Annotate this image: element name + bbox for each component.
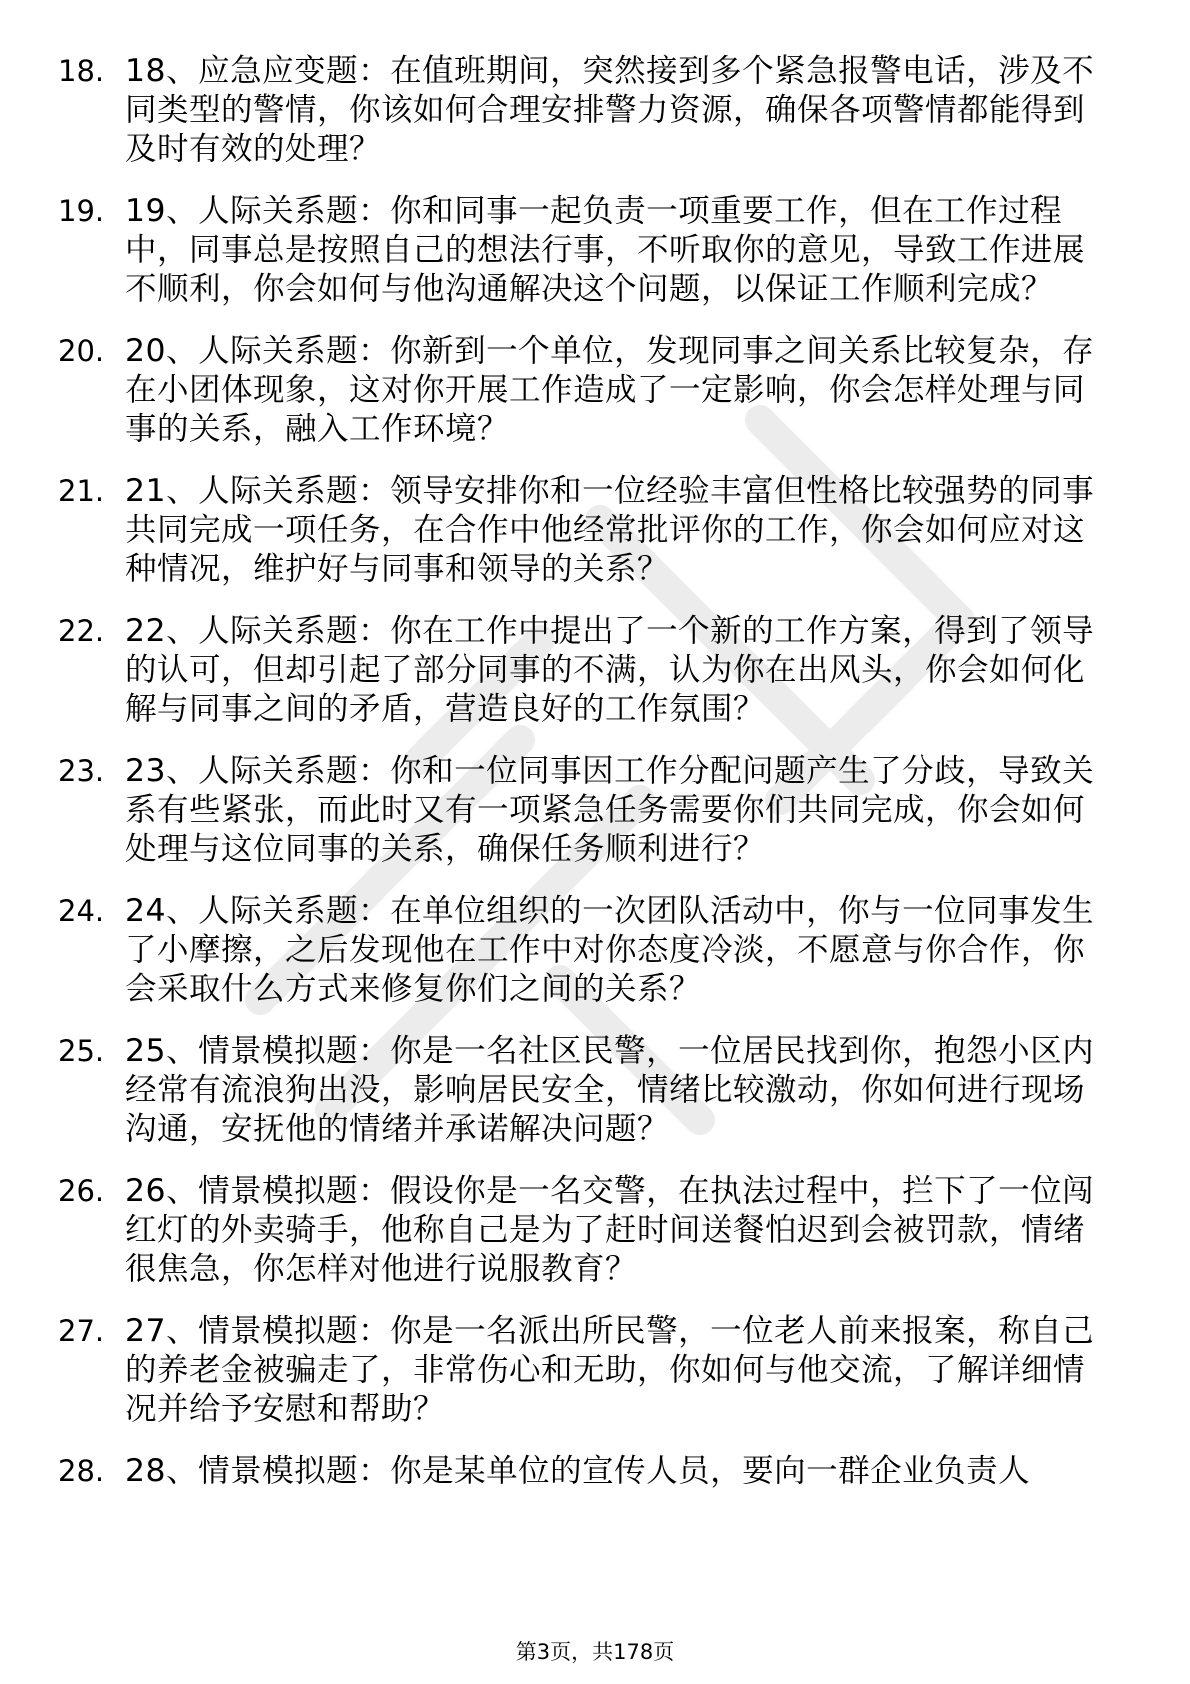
question-number: 23. — [58, 754, 105, 788]
question-number: 18. — [58, 54, 105, 88]
list-item — [0, 192, 1190, 309]
list-item — [0, 1312, 1190, 1429]
list-item — [0, 332, 1190, 449]
question-text: 18、应急应变题：在值班期间，突然接到多个紧急报警电话，涉及不同类型的警情，你该如何合理安排警力资源，确保各项警情都能得到及时有效的处理？ — [125, 53, 1095, 167]
question-number: 28. — [58, 1454, 105, 1488]
question-text: 21、人际关系题：领导安排你和一位经验丰富但性格比较强势的同事共同完成一项任务，在合作中他经常批评你的工作，你会如何应对这种情况，维护好与同事和领导的关系？ — [125, 473, 1095, 587]
question-text: 19、人际关系题：你和同事一起负责一项重要工作，但在工作过程中，同事总是按照自己的想法行事，不听取你的意见，导致工作进展不顺利，你会如何与他沟通解决这个问题，以保证工作顺利完成？ — [125, 193, 1086, 307]
page-number-footer: 第3页，共178页 — [515, 1640, 675, 1664]
question-number: 20. — [58, 334, 105, 368]
question-number: 22. — [58, 614, 105, 648]
question-text: 24、人际关系题：在单位组织的一次团队活动中，你与一位同事发生了小摩擦，之后发现他在工作中对你态度冷淡，不愿意与你合作，你会采取什么方式来修复你们之间的关系？ — [125, 893, 1095, 1007]
question-text: 26、情景模拟题：假设你是一名交警，在执法过程中，拦下了一位闯红灯的外卖骑手，他称自己是为了赶时间送餐怕迟到会被罚款，情绪很焦急，你怎样对他进行说服教育？ — [125, 1173, 1095, 1287]
question-text: 25、情景模拟题：你是一名社区民警，一位居民找到你，抱怨小区内经常有流浪狗出没，影响居民安全，情绪比较激动，你如何进行现场沟通，安抚他的情绪并承诺解决问题？ — [125, 1033, 1095, 1147]
list-item — [0, 472, 1190, 589]
question-number: 26. — [58, 1174, 105, 1208]
list-item — [0, 1032, 1190, 1149]
question-text: 23、人际关系题：你和一位同事因工作分配问题产生了分歧，导致关系有些紧张，而此时又有一项紧急任务需要你们共同完成，你会如何处理与这位同事的关系，确保任务顺利进行？ — [125, 753, 1095, 867]
question-list — [0, 52, 1190, 1514]
question-number: 24. — [58, 894, 105, 928]
list-item — [0, 1172, 1190, 1289]
list-item — [0, 52, 1190, 169]
list-item — [0, 612, 1190, 729]
question-number: 25. — [58, 1034, 105, 1068]
question-number: 19. — [58, 194, 105, 228]
list-item — [0, 752, 1190, 869]
question-text: 22、人际关系题：你在工作中提出了一个新的工作方案，得到了领导的认可，但却引起了部分同事的不满，认为你在出风头，你会如何化解与同事之间的矛盾，营造良好的工作氛围？ — [125, 613, 1095, 727]
question-text: 27、情景模拟题：你是一名派出所民警，一位老人前来报案，称自己的养老金被骗走了，非常伤心和无助，你如何与他交流，了解详细情况并给予安慰和帮助？ — [125, 1313, 1095, 1427]
list-item — [0, 1452, 1190, 1491]
question-number: 21. — [58, 474, 105, 508]
question-text: 28、情景模拟题：你是某单位的宣传人员，要向一群企业负责人 — [125, 1453, 1031, 1489]
question-text: 20、人际关系题：你新到一个单位，发现同事之间关系比较复杂，存在小团体现象，这对你开展工作造成了一定影响，你会怎样处理与同事的关系，融入工作环境？ — [125, 333, 1095, 447]
question-number: 27. — [58, 1314, 105, 1348]
list-item — [0, 892, 1190, 1009]
